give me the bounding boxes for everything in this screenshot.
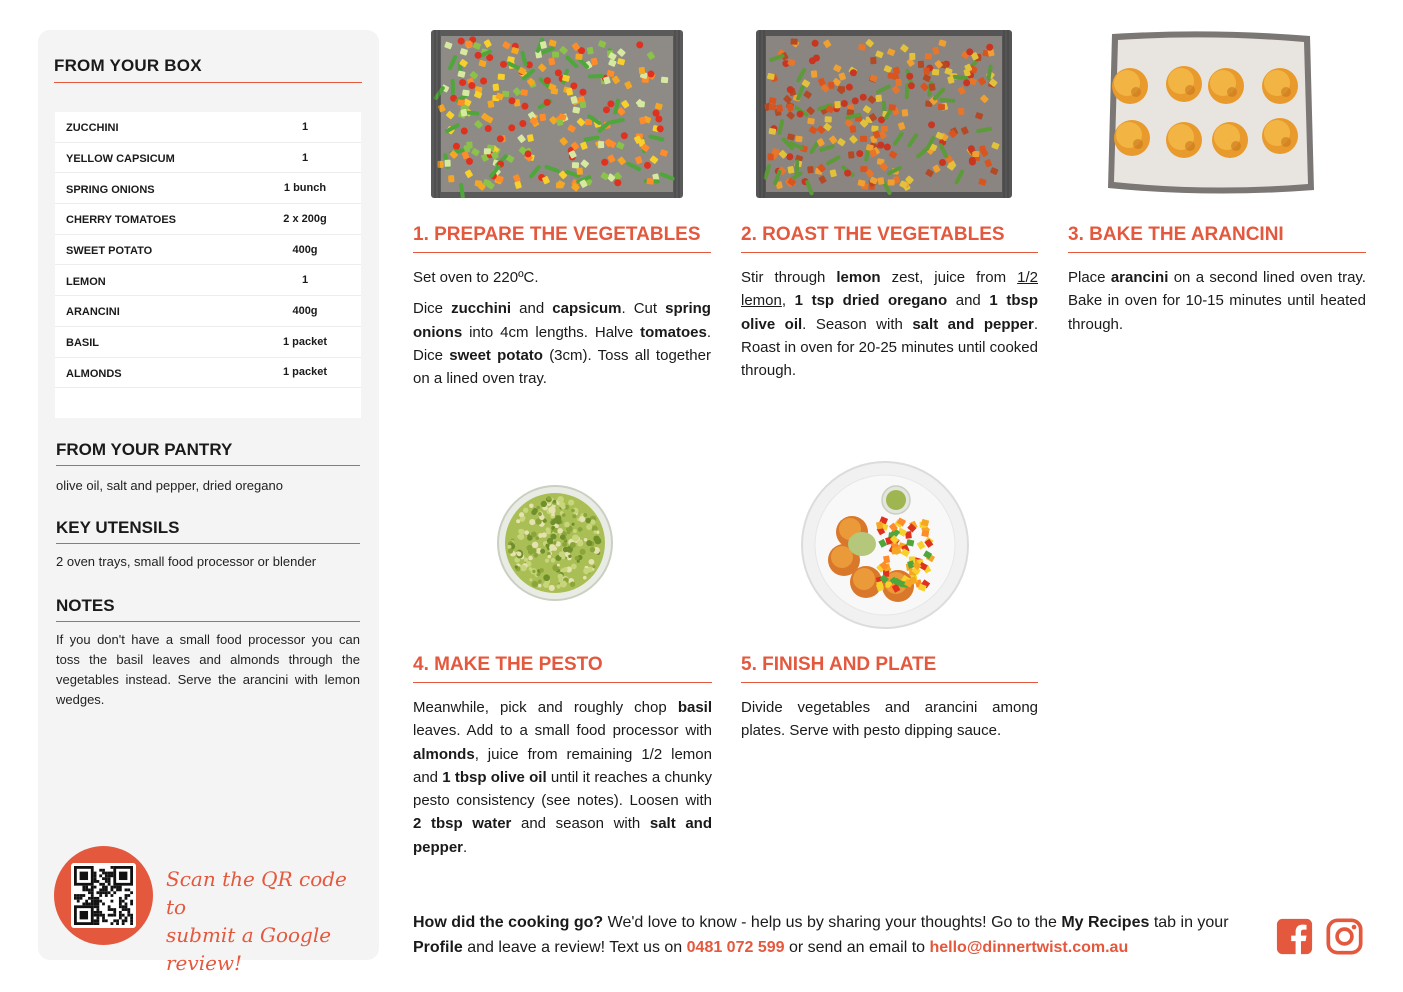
step-text: Set oven to 220ºC.: [413, 269, 539, 286]
step-paragraph: [413, 266, 711, 289]
utensils-heading: KEY UTENSILS: [56, 518, 360, 544]
step-1-body: [413, 266, 711, 398]
ingredient-name: BASIL: [66, 337, 99, 350]
step-text: (3cm). Toss all together on a lined oven tray.: [413, 346, 711, 388]
ingredient-row: [55, 327, 361, 358]
step-3-body: [1068, 266, 1366, 344]
step-text: Meanwhile, pick and roughly chop: [413, 699, 678, 716]
step-text: salt and pepper: [912, 315, 1034, 333]
step-text: and: [511, 300, 553, 318]
step-2-body: [741, 266, 1038, 390]
footer-text: How did the cooking go?: [413, 914, 604, 931]
pantry-heading: FROM YOUR PANTRY: [56, 440, 360, 466]
facebook-icon[interactable]: [1276, 918, 1313, 955]
roasted-vegetables-photo: [756, 30, 1012, 198]
step-text: 1 tbsp olive oil: [442, 768, 547, 786]
ingredient-quantity: 1 bunch: [283, 182, 327, 195]
step-2-title: 2. ROAST THE VEGETABLES: [741, 224, 1038, 253]
step-text: . Cut: [621, 300, 666, 318]
plated-dish-photo: [800, 460, 970, 630]
step-paragraph: [1068, 266, 1366, 336]
ingredient-name: SWEET POTATO: [66, 245, 153, 258]
step-text: Dice: [413, 300, 452, 318]
footer-text: tab in your: [1149, 914, 1229, 931]
step-text: basil: [677, 699, 712, 716]
ingredient-row: [55, 358, 361, 389]
step-text: 2 tbsp water: [413, 815, 512, 833]
qr-badge[interactable]: [54, 846, 153, 945]
step-text: 1 tbsp olive oil: [741, 292, 1038, 333]
ingredient-row: [55, 112, 361, 143]
instagram-icon[interactable]: [1326, 918, 1363, 955]
step-text: into 4cm lengths. Halve: [462, 323, 641, 341]
ingredient-row: [55, 296, 361, 327]
step-text: ,: [781, 292, 795, 310]
ingredient-name: CHERRY TOMATOES: [66, 214, 177, 227]
ingredient-row: [55, 265, 361, 296]
step-text: . Dice: [413, 323, 711, 364]
qr-caption-line2: submit a Google review!: [166, 923, 332, 975]
notes-heading: NOTES: [56, 596, 360, 622]
step-text: . Roast in oven for 20-25 minutes until cooked through.: [741, 315, 1039, 380]
step-text: spring onions: [413, 300, 711, 341]
step-text: almonds: [413, 745, 475, 763]
step-text: , juice from remaining 1/2 lemon and: [413, 745, 712, 786]
footer-text[interactable]: hello@dinnertwist.com.au: [929, 939, 1129, 956]
baked-arancini-photo: [1104, 30, 1316, 196]
review-footer: [413, 910, 1263, 960]
ingredient-quantity: 1: [301, 151, 309, 164]
step-text: Stir through: [741, 269, 837, 286]
prepared-vegetables-photo: [431, 30, 683, 198]
qr-caption: [166, 865, 366, 977]
step-paragraph: [413, 297, 711, 390]
from-your-box-heading: FROM YOUR BOX: [54, 56, 362, 83]
ingredient-name: ALMONDS: [66, 367, 122, 380]
step-paragraph: [413, 696, 712, 859]
ingredient-quantity: 1: [301, 274, 309, 287]
step-3-title: 3. BAKE THE ARANCINI: [1068, 224, 1366, 253]
step-text: until it reaches a chunky pesto consistency (see notes). Loosen with: [413, 768, 712, 810]
step-text: and season with: [511, 815, 650, 833]
step-5-body: [741, 696, 1038, 751]
ingredient-quantity: 1 packet: [282, 366, 328, 379]
step-text: zucchini: [451, 300, 512, 318]
step-text: zest, juice from: [880, 269, 1018, 286]
step-text: 1 tsp dried oregano: [794, 292, 948, 310]
ingredient-quantity: 1 packet: [282, 335, 328, 348]
ingredient-quantity: 400g: [292, 243, 318, 256]
footer-text: My Recipes: [1061, 914, 1150, 931]
footer-text[interactable]: 0481 072 599: [686, 939, 785, 956]
step-4-title: 4. MAKE THE PESTO: [413, 654, 712, 683]
ingredient-quantity: 1: [301, 120, 309, 133]
ingredient-row: [55, 173, 361, 204]
utensils-text: 2 oven trays, small food processor or blender: [56, 554, 317, 569]
footer-text: Profile: [413, 939, 463, 956]
ingredient-name: LEMON: [66, 275, 106, 288]
step-text: salt and pepper: [413, 815, 712, 856]
footer-text: or send an email to: [784, 939, 930, 956]
footer-text: and leave a review! Text us on: [462, 939, 687, 956]
step-text: .: [463, 838, 468, 856]
step-paragraph: [741, 696, 1038, 743]
step-text: sweet potato: [449, 346, 543, 364]
qr-code-icon[interactable]: [71, 863, 136, 928]
ingredient-name: SPRING ONIONS: [66, 183, 155, 196]
step-text: lemon: [836, 269, 881, 286]
sidebar: [38, 30, 379, 975]
step-5-title: 5. FINISH AND PLATE: [741, 654, 1038, 683]
step-text: and: [947, 292, 990, 310]
footer-text: We'd love to know - help us by sharing your thoughts! Go to the: [603, 914, 1062, 931]
step-text: leaves. Add to a small food processor with: [413, 722, 712, 740]
step-text: on a second lined oven tray. Bake in oven for 10-15 minutes until heated through.: [1068, 269, 1366, 333]
ingredient-name: ARANCINI: [66, 306, 120, 319]
step-4-body: [413, 696, 712, 867]
step-text: Place: [1068, 269, 1111, 286]
step-text: Divide vegetables and arancini among plates. Serve with pesto dipping sauce.: [741, 699, 1038, 740]
step-paragraph: [741, 266, 1038, 382]
pantry-text: olive oil, salt and pepper, dried oregano: [56, 478, 283, 493]
ingredient-row: [55, 204, 361, 235]
ingredient-row: [55, 143, 361, 174]
ingredients-table: [55, 112, 361, 418]
ingredient-name: ZUCCHINI: [66, 122, 119, 135]
step-text: capsicum: [552, 300, 622, 318]
qr-caption-line1: Scan the QR code to: [166, 867, 347, 919]
ingredient-quantity: 400g: [292, 304, 318, 317]
step-text: arancini: [1110, 269, 1169, 286]
step-text: tomatoes: [640, 323, 707, 341]
step-text: . Season with: [802, 315, 913, 333]
ingredient-quantity: 2 x 200g: [283, 212, 327, 225]
pesto-bowl-photo: [496, 484, 614, 602]
ingredient-name: YELLOW CAPSICUM: [66, 153, 175, 166]
notes-text: If you don't have a small food processor you can toss the basil leaves and almonds through the vegetables instead. Serve the arancini with lemon wedges.: [56, 632, 360, 707]
step-text: 1/2 lemon: [741, 269, 1038, 310]
step-1-title: 1. PREPARE THE VEGETABLES: [413, 224, 711, 253]
ingredient-row: [55, 235, 361, 266]
